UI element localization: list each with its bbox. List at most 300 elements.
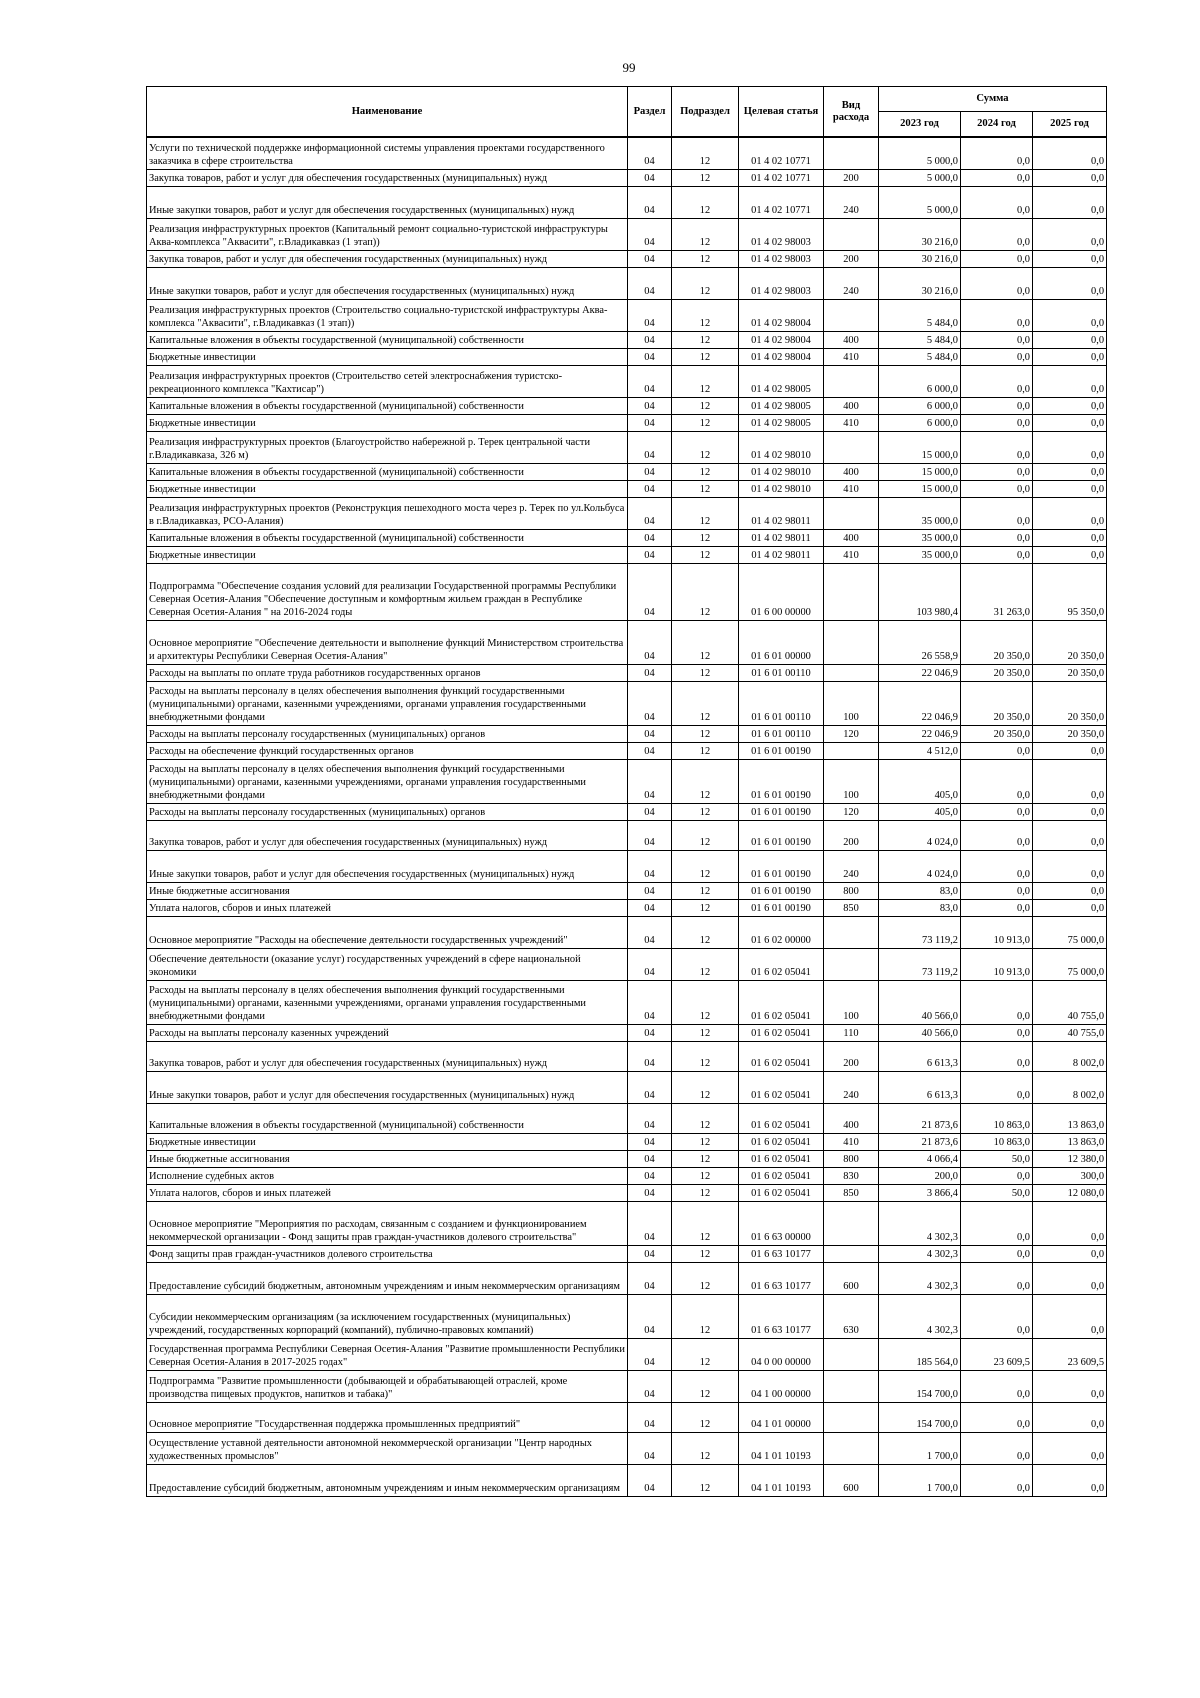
table-row bbox=[147, 365, 1107, 397]
row-razdel: 04 bbox=[628, 1041, 672, 1071]
row-podrazdel: 12 bbox=[672, 725, 739, 742]
row-article: 01 6 02 05041 bbox=[739, 1071, 824, 1103]
row-razdel: 04 bbox=[628, 431, 672, 463]
table-row bbox=[147, 820, 1107, 850]
row-sum-2024: 0,0 bbox=[961, 186, 1033, 218]
row-sum-2024: 10 913,0 bbox=[961, 916, 1033, 948]
row-sum-2025: 0,0 bbox=[1033, 899, 1107, 916]
row-article: 01 4 02 10771 bbox=[739, 169, 824, 186]
header-2023: 2023 год bbox=[879, 112, 961, 138]
table-row bbox=[147, 563, 1107, 620]
row-name: Субсидии некоммерческим организациям (за исключением государственных (муниципальных) учреждений, государственных корпораций (компаний), публично-правовых компаний) bbox=[147, 1294, 628, 1338]
row-podrazdel: 12 bbox=[672, 681, 739, 725]
row-sum-2025: 0,0 bbox=[1033, 397, 1107, 414]
row-razdel: 04 bbox=[628, 1402, 672, 1432]
row-sum-2023: 5 484,0 bbox=[879, 348, 961, 365]
row-podrazdel: 12 bbox=[672, 1041, 739, 1071]
table-row bbox=[147, 250, 1107, 267]
row-name: Услуги по технической поддержке информационной системы управления проектами государственного заказчика в сфере строительства bbox=[147, 137, 628, 169]
row-podrazdel: 12 bbox=[672, 397, 739, 414]
row-sum-2025: 0,0 bbox=[1033, 365, 1107, 397]
table-row bbox=[147, 899, 1107, 916]
row-name: Закупка товаров, работ и услуг для обеспечения государственных (муниципальных) нужд bbox=[147, 250, 628, 267]
table-row bbox=[147, 742, 1107, 759]
table-row bbox=[147, 1294, 1107, 1338]
row-sum-2023: 26 558,9 bbox=[879, 620, 961, 664]
row-sum-2024: 0,0 bbox=[961, 803, 1033, 820]
table-row bbox=[147, 725, 1107, 742]
row-article: 01 6 02 00000 bbox=[739, 916, 824, 948]
row-sum-2024: 0,0 bbox=[961, 850, 1033, 882]
table-row bbox=[147, 529, 1107, 546]
table-row bbox=[147, 546, 1107, 563]
row-article: 01 4 02 10771 bbox=[739, 137, 824, 169]
row-sum-2024: 0,0 bbox=[961, 348, 1033, 365]
budget-table bbox=[146, 86, 1107, 1497]
row-sum-2025: 0,0 bbox=[1033, 759, 1107, 803]
header-2025: 2025 год bbox=[1033, 112, 1107, 138]
table-row bbox=[147, 1071, 1107, 1103]
row-sum-2025: 0,0 bbox=[1033, 186, 1107, 218]
row-razdel: 04 bbox=[628, 899, 672, 916]
row-name: Капитальные вложения в объекты государственной (муниципальной) собственности bbox=[147, 1103, 628, 1133]
row-name: Капитальные вложения в объекты государственной (муниципальной) собственности bbox=[147, 463, 628, 480]
row-sum-2023: 35 000,0 bbox=[879, 497, 961, 529]
row-razdel: 04 bbox=[628, 759, 672, 803]
row-article: 01 4 02 98005 bbox=[739, 414, 824, 431]
row-sum-2025: 300,0 bbox=[1033, 1167, 1107, 1184]
header-sum: Сумма bbox=[879, 87, 1107, 112]
row-vid: 410 bbox=[824, 414, 879, 431]
table-row bbox=[147, 1150, 1107, 1167]
row-sum-2025: 0,0 bbox=[1033, 331, 1107, 348]
row-podrazdel: 12 bbox=[672, 1245, 739, 1262]
row-sum-2023: 5 484,0 bbox=[879, 331, 961, 348]
row-sum-2025: 0,0 bbox=[1033, 803, 1107, 820]
row-razdel: 04 bbox=[628, 299, 672, 331]
row-sum-2025: 20 350,0 bbox=[1033, 664, 1107, 681]
row-vid bbox=[824, 620, 879, 664]
row-sum-2025: 20 350,0 bbox=[1033, 681, 1107, 725]
row-sum-2023: 3 866,4 bbox=[879, 1184, 961, 1201]
table-row bbox=[147, 267, 1107, 299]
row-vid bbox=[824, 299, 879, 331]
row-podrazdel: 12 bbox=[672, 1464, 739, 1496]
row-sum-2023: 40 566,0 bbox=[879, 980, 961, 1024]
table-row bbox=[147, 431, 1107, 463]
row-name: Капитальные вложения в объекты государственной (муниципальной) собственности bbox=[147, 331, 628, 348]
header-name: Наименование bbox=[147, 87, 628, 138]
row-razdel: 04 bbox=[628, 681, 672, 725]
row-name: Реализация инфраструктурных проектов (Строительство сетей электроснабжения туристско-рекреационного комплекса "Кахтисар") bbox=[147, 365, 628, 397]
row-vid bbox=[824, 1245, 879, 1262]
row-vid: 410 bbox=[824, 348, 879, 365]
row-podrazdel: 12 bbox=[672, 1103, 739, 1133]
row-sum-2023: 405,0 bbox=[879, 759, 961, 803]
row-vid: 240 bbox=[824, 267, 879, 299]
row-sum-2023: 154 700,0 bbox=[879, 1402, 961, 1432]
row-sum-2025: 0,0 bbox=[1033, 299, 1107, 331]
row-vid bbox=[824, 948, 879, 980]
header-razdel: Раздел bbox=[628, 87, 672, 138]
row-name: Исполнение судебных актов bbox=[147, 1167, 628, 1184]
row-sum-2024: 0,0 bbox=[961, 331, 1033, 348]
row-podrazdel: 12 bbox=[672, 546, 739, 563]
row-sum-2025: 40 755,0 bbox=[1033, 1024, 1107, 1041]
row-name: Основное мероприятие "Государственная поддержка промышленных предприятий" bbox=[147, 1402, 628, 1432]
row-razdel: 04 bbox=[628, 820, 672, 850]
row-sum-2024: 0,0 bbox=[961, 882, 1033, 899]
row-podrazdel: 12 bbox=[672, 948, 739, 980]
row-name: Иные бюджетные ассигнования bbox=[147, 882, 628, 899]
row-sum-2024: 0,0 bbox=[961, 742, 1033, 759]
row-sum-2023: 1 700,0 bbox=[879, 1464, 961, 1496]
row-razdel: 04 bbox=[628, 1294, 672, 1338]
table-row bbox=[147, 759, 1107, 803]
row-podrazdel: 12 bbox=[672, 759, 739, 803]
row-article: 04 1 00 00000 bbox=[739, 1370, 824, 1402]
row-name: Уплата налогов, сборов и иных платежей bbox=[147, 1184, 628, 1201]
row-article: 01 4 02 98004 bbox=[739, 348, 824, 365]
row-sum-2024: 0,0 bbox=[961, 1167, 1033, 1184]
table-row bbox=[147, 331, 1107, 348]
row-razdel: 04 bbox=[628, 267, 672, 299]
row-article: 01 4 02 98005 bbox=[739, 365, 824, 397]
row-article: 01 6 01 00110 bbox=[739, 681, 824, 725]
row-article: 01 6 01 00190 bbox=[739, 759, 824, 803]
table-row bbox=[147, 882, 1107, 899]
row-name: Капитальные вложения в объекты государственной (муниципальной) собственности bbox=[147, 397, 628, 414]
row-razdel: 04 bbox=[628, 850, 672, 882]
row-article: 01 4 02 98010 bbox=[739, 480, 824, 497]
row-article: 01 4 02 98010 bbox=[739, 431, 824, 463]
table-header bbox=[147, 87, 1107, 138]
row-article: 01 4 02 98011 bbox=[739, 497, 824, 529]
row-sum-2025: 20 350,0 bbox=[1033, 620, 1107, 664]
row-sum-2024: 0,0 bbox=[961, 299, 1033, 331]
row-sum-2024: 50,0 bbox=[961, 1150, 1033, 1167]
row-name: Расходы на выплаты персоналу в целях обеспечения выполнения функций государственными (муниципальными) органами, казенными учреждениями, органами управления государственными внебюджетными фондами bbox=[147, 980, 628, 1024]
row-sum-2025: 8 002,0 bbox=[1033, 1041, 1107, 1071]
row-vid: 100 bbox=[824, 681, 879, 725]
row-vid: 120 bbox=[824, 803, 879, 820]
row-sum-2023: 5 484,0 bbox=[879, 299, 961, 331]
row-vid: 240 bbox=[824, 1071, 879, 1103]
row-sum-2024: 0,0 bbox=[961, 1071, 1033, 1103]
row-razdel: 04 bbox=[628, 414, 672, 431]
row-sum-2024: 0,0 bbox=[961, 546, 1033, 563]
row-podrazdel: 12 bbox=[672, 1133, 739, 1150]
row-name: Основное мероприятие "Обеспечение деятельности и выполнение функций Министерством строительства и архитектуры Республики Северная Осетия-Алания" bbox=[147, 620, 628, 664]
row-sum-2024: 0,0 bbox=[961, 169, 1033, 186]
row-sum-2024: 0,0 bbox=[961, 1402, 1033, 1432]
row-vid bbox=[824, 365, 879, 397]
row-sum-2024: 0,0 bbox=[961, 250, 1033, 267]
row-sum-2023: 30 216,0 bbox=[879, 218, 961, 250]
row-name: Подпрограмма "Обеспечение создания условий для реализации Государственной программы Республики Северная Осетия-Алания "Обеспечение доступным и комфортным жильем граждан в Республике Северная Осетия-Алания " на 2016-2024 годы bbox=[147, 563, 628, 620]
row-podrazdel: 12 bbox=[672, 620, 739, 664]
row-sum-2023: 4 302,3 bbox=[879, 1294, 961, 1338]
table-row bbox=[147, 620, 1107, 664]
row-razdel: 04 bbox=[628, 463, 672, 480]
row-razdel: 04 bbox=[628, 725, 672, 742]
row-sum-2024: 0,0 bbox=[961, 1262, 1033, 1294]
row-sum-2023: 22 046,9 bbox=[879, 725, 961, 742]
row-sum-2023: 185 564,0 bbox=[879, 1338, 961, 1370]
row-vid bbox=[824, 1402, 879, 1432]
row-sum-2023: 30 216,0 bbox=[879, 267, 961, 299]
row-vid: 410 bbox=[824, 480, 879, 497]
row-name: Бюджетные инвестиции bbox=[147, 414, 628, 431]
row-sum-2025: 12 380,0 bbox=[1033, 1150, 1107, 1167]
row-sum-2025: 0,0 bbox=[1033, 1201, 1107, 1245]
row-razdel: 04 bbox=[628, 664, 672, 681]
row-podrazdel: 12 bbox=[672, 480, 739, 497]
row-name: Фонд защиты прав граждан-участников долевого строительства bbox=[147, 1245, 628, 1262]
row-vid: 120 bbox=[824, 725, 879, 742]
row-sum-2025: 0,0 bbox=[1033, 1370, 1107, 1402]
table-row bbox=[147, 1402, 1107, 1432]
row-name: Иные закупки товаров, работ и услуг для обеспечения государственных (муниципальных) нужд bbox=[147, 267, 628, 299]
row-article: 01 4 02 98004 bbox=[739, 331, 824, 348]
row-vid: 110 bbox=[824, 1024, 879, 1041]
row-podrazdel: 12 bbox=[672, 299, 739, 331]
row-sum-2024: 0,0 bbox=[961, 365, 1033, 397]
row-podrazdel: 12 bbox=[672, 250, 739, 267]
row-sum-2025: 0,0 bbox=[1033, 1464, 1107, 1496]
row-sum-2025: 0,0 bbox=[1033, 463, 1107, 480]
row-sum-2024: 0,0 bbox=[961, 267, 1033, 299]
row-sum-2023: 6 613,3 bbox=[879, 1071, 961, 1103]
row-sum-2023: 35 000,0 bbox=[879, 546, 961, 563]
row-sum-2024: 0,0 bbox=[961, 1245, 1033, 1262]
row-podrazdel: 12 bbox=[672, 169, 739, 186]
table-row bbox=[147, 1464, 1107, 1496]
row-article: 01 6 02 05041 bbox=[739, 1150, 824, 1167]
row-podrazdel: 12 bbox=[672, 1262, 739, 1294]
row-podrazdel: 12 bbox=[672, 1432, 739, 1464]
table-row bbox=[147, 463, 1107, 480]
row-podrazdel: 12 bbox=[672, 1167, 739, 1184]
row-vid: 200 bbox=[824, 1041, 879, 1071]
row-sum-2025: 0,0 bbox=[1033, 480, 1107, 497]
row-sum-2023: 4 302,3 bbox=[879, 1262, 961, 1294]
row-name: Реализация инфраструктурных проектов (Благоустройство набережной р. Терек центральной части г.Владикавказа, 326 м) bbox=[147, 431, 628, 463]
row-podrazdel: 12 bbox=[672, 186, 739, 218]
row-sum-2023: 4 302,3 bbox=[879, 1201, 961, 1245]
row-sum-2024: 10 863,0 bbox=[961, 1103, 1033, 1133]
row-vid bbox=[824, 1338, 879, 1370]
row-razdel: 04 bbox=[628, 1184, 672, 1201]
row-razdel: 04 bbox=[628, 348, 672, 365]
row-podrazdel: 12 bbox=[672, 882, 739, 899]
page-number: 99 bbox=[622, 60, 636, 75]
row-sum-2025: 0,0 bbox=[1033, 169, 1107, 186]
row-name: Расходы на выплаты персоналу в целях обеспечения выполнения функций государственными (муниципальными) органами, казенными учреждениями, органами управления государственными внебюджетными фондами bbox=[147, 681, 628, 725]
row-name: Расходы на обеспечение функций государственных органов bbox=[147, 742, 628, 759]
row-podrazdel: 12 bbox=[672, 1024, 739, 1041]
row-podrazdel: 12 bbox=[672, 497, 739, 529]
row-podrazdel: 12 bbox=[672, 137, 739, 169]
row-podrazdel: 12 bbox=[672, 365, 739, 397]
row-name: Капитальные вложения в объекты государственной (муниципальной) собственности bbox=[147, 529, 628, 546]
table-row bbox=[147, 803, 1107, 820]
row-name: Предоставление субсидий бюджетным, автономным учреждениям и иным некоммерческим организациям bbox=[147, 1464, 628, 1496]
row-sum-2023: 30 216,0 bbox=[879, 250, 961, 267]
row-vid: 400 bbox=[824, 331, 879, 348]
row-article: 01 6 01 00190 bbox=[739, 742, 824, 759]
row-sum-2025: 0,0 bbox=[1033, 546, 1107, 563]
row-name: Обеспечение деятельности (оказание услуг) государственных учреждений в сфере национальной экономики bbox=[147, 948, 628, 980]
row-name: Реализация инфраструктурных проектов (Строительство социально-туристской инфраструктуры Аква-комплекса "Аквасити", г.Владикавказ (1 этап)) bbox=[147, 299, 628, 331]
row-podrazdel: 12 bbox=[672, 1071, 739, 1103]
row-sum-2025: 95 350,0 bbox=[1033, 563, 1107, 620]
row-razdel: 04 bbox=[628, 186, 672, 218]
row-razdel: 04 bbox=[628, 480, 672, 497]
row-sum-2025: 0,0 bbox=[1033, 1245, 1107, 1262]
row-razdel: 04 bbox=[628, 365, 672, 397]
row-name: Бюджетные инвестиции bbox=[147, 546, 628, 563]
row-article: 01 6 01 00190 bbox=[739, 899, 824, 916]
row-razdel: 04 bbox=[628, 1133, 672, 1150]
header-vid: Вид расхода bbox=[824, 87, 879, 138]
row-sum-2025: 0,0 bbox=[1033, 1294, 1107, 1338]
row-podrazdel: 12 bbox=[672, 267, 739, 299]
row-article: 01 6 02 05041 bbox=[739, 980, 824, 1024]
table-row bbox=[147, 397, 1107, 414]
table-row bbox=[147, 916, 1107, 948]
row-razdel: 04 bbox=[628, 218, 672, 250]
row-sum-2023: 5 000,0 bbox=[879, 186, 961, 218]
row-sum-2024: 0,0 bbox=[961, 820, 1033, 850]
row-sum-2025: 0,0 bbox=[1033, 431, 1107, 463]
row-podrazdel: 12 bbox=[672, 1338, 739, 1370]
row-vid: 600 bbox=[824, 1262, 879, 1294]
row-razdel: 04 bbox=[628, 1201, 672, 1245]
row-sum-2024: 20 350,0 bbox=[961, 664, 1033, 681]
row-podrazdel: 12 bbox=[672, 1370, 739, 1402]
row-razdel: 04 bbox=[628, 563, 672, 620]
row-vid: 410 bbox=[824, 546, 879, 563]
row-sum-2023: 4 512,0 bbox=[879, 742, 961, 759]
row-sum-2023: 6 000,0 bbox=[879, 365, 961, 397]
row-vid: 800 bbox=[824, 882, 879, 899]
row-sum-2023: 103 980,4 bbox=[879, 563, 961, 620]
row-razdel: 04 bbox=[628, 1245, 672, 1262]
row-vid bbox=[824, 497, 879, 529]
row-sum-2023: 22 046,9 bbox=[879, 664, 961, 681]
row-podrazdel: 12 bbox=[672, 1402, 739, 1432]
row-vid bbox=[824, 1201, 879, 1245]
row-sum-2023: 1 700,0 bbox=[879, 1432, 961, 1464]
row-vid: 200 bbox=[824, 820, 879, 850]
row-article: 01 4 02 98011 bbox=[739, 529, 824, 546]
row-name: Бюджетные инвестиции bbox=[147, 348, 628, 365]
header-2024: 2024 год bbox=[961, 112, 1033, 138]
table-row bbox=[147, 218, 1107, 250]
row-name: Иные закупки товаров, работ и услуг для обеспечения государственных (муниципальных) нужд bbox=[147, 850, 628, 882]
row-sum-2024: 0,0 bbox=[961, 1024, 1033, 1041]
row-sum-2025: 0,0 bbox=[1033, 414, 1107, 431]
row-sum-2023: 22 046,9 bbox=[879, 681, 961, 725]
row-name: Основное мероприятие "Расходы на обеспечение деятельности государственных учреждений" bbox=[147, 916, 628, 948]
row-sum-2024: 0,0 bbox=[961, 218, 1033, 250]
row-razdel: 04 bbox=[628, 1071, 672, 1103]
table-row bbox=[147, 1432, 1107, 1464]
row-razdel: 04 bbox=[628, 948, 672, 980]
row-sum-2024: 0,0 bbox=[961, 1432, 1033, 1464]
row-article: 04 0 00 00000 bbox=[739, 1338, 824, 1370]
row-sum-2024: 20 350,0 bbox=[961, 620, 1033, 664]
row-article: 01 6 00 00000 bbox=[739, 563, 824, 620]
row-sum-2023: 4 024,0 bbox=[879, 850, 961, 882]
row-sum-2023: 4 066,4 bbox=[879, 1150, 961, 1167]
row-sum-2023: 83,0 bbox=[879, 899, 961, 916]
row-name: Расходы на выплаты персоналу государственных (муниципальных) органов bbox=[147, 725, 628, 742]
row-razdel: 04 bbox=[628, 916, 672, 948]
row-podrazdel: 12 bbox=[672, 431, 739, 463]
row-name: Закупка товаров, работ и услуг для обеспечения государственных (муниципальных) нужд bbox=[147, 169, 628, 186]
row-razdel: 04 bbox=[628, 331, 672, 348]
row-vid bbox=[824, 1432, 879, 1464]
row-article: 01 4 02 98003 bbox=[739, 250, 824, 267]
row-sum-2024: 10 863,0 bbox=[961, 1133, 1033, 1150]
row-sum-2025: 0,0 bbox=[1033, 1432, 1107, 1464]
row-sum-2024: 50,0 bbox=[961, 1184, 1033, 1201]
table-row bbox=[147, 1167, 1107, 1184]
row-razdel: 04 bbox=[628, 1167, 672, 1184]
row-vid: 630 bbox=[824, 1294, 879, 1338]
row-sum-2025: 0,0 bbox=[1033, 742, 1107, 759]
row-name: Уплата налогов, сборов и иных платежей bbox=[147, 899, 628, 916]
row-article: 01 6 01 00190 bbox=[739, 820, 824, 850]
row-razdel: 04 bbox=[628, 742, 672, 759]
row-vid bbox=[824, 431, 879, 463]
row-podrazdel: 12 bbox=[672, 348, 739, 365]
table-row bbox=[147, 1024, 1107, 1041]
row-sum-2024: 23 609,5 bbox=[961, 1338, 1033, 1370]
table-row bbox=[147, 1133, 1107, 1150]
row-razdel: 04 bbox=[628, 497, 672, 529]
row-razdel: 04 bbox=[628, 1464, 672, 1496]
row-sum-2024: 0,0 bbox=[961, 431, 1033, 463]
row-sum-2023: 35 000,0 bbox=[879, 529, 961, 546]
row-razdel: 04 bbox=[628, 546, 672, 563]
row-vid bbox=[824, 218, 879, 250]
row-podrazdel: 12 bbox=[672, 463, 739, 480]
row-vid: 410 bbox=[824, 1133, 879, 1150]
row-name: Подпрограмма "Развитие промышленности (добывающей и обрабатывающей отраслей, кроме производства пищевых продуктов, напитков и табака)" bbox=[147, 1370, 628, 1402]
row-sum-2025: 13 863,0 bbox=[1033, 1133, 1107, 1150]
row-name: Основное мероприятие "Мероприятия по расходам, связанным с созданием и функционированием некоммерческой организации - Фонд защиты прав граждан-участников долевого строительства" bbox=[147, 1201, 628, 1245]
row-sum-2025: 0,0 bbox=[1033, 497, 1107, 529]
table-row bbox=[147, 348, 1107, 365]
row-article: 01 4 02 98003 bbox=[739, 267, 824, 299]
row-name: Бюджетные инвестиции bbox=[147, 480, 628, 497]
row-sum-2023: 40 566,0 bbox=[879, 1024, 961, 1041]
row-article: 01 6 01 00110 bbox=[739, 725, 824, 742]
row-podrazdel: 12 bbox=[672, 899, 739, 916]
row-sum-2023: 5 000,0 bbox=[879, 137, 961, 169]
row-podrazdel: 12 bbox=[672, 1294, 739, 1338]
row-sum-2024: 20 350,0 bbox=[961, 725, 1033, 742]
table-row bbox=[147, 480, 1107, 497]
row-article: 01 4 02 10771 bbox=[739, 186, 824, 218]
row-name: Закупка товаров, работ и услуг для обеспечения государственных (муниципальных) нужд bbox=[147, 820, 628, 850]
row-vid: 600 bbox=[824, 1464, 879, 1496]
row-sum-2024: 0,0 bbox=[961, 529, 1033, 546]
row-article: 01 4 02 98005 bbox=[739, 397, 824, 414]
